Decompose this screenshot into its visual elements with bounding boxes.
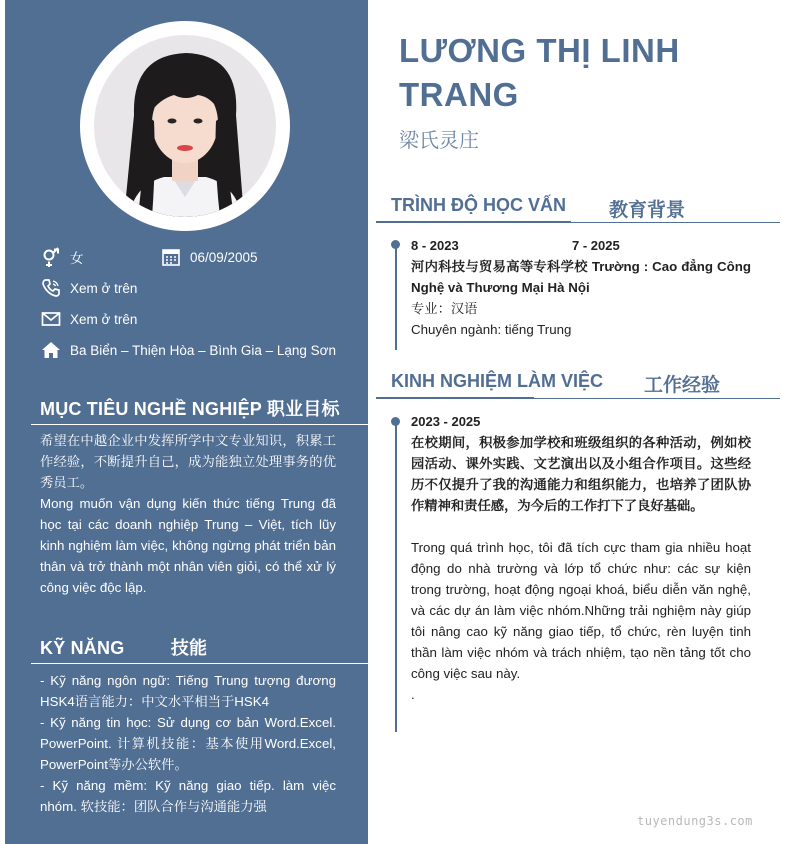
education-school: 河内科技与贸易高等专科学校 Trường : Cao đẳng Công Nghệ và Thương Mại Hà Nội — [411, 259, 751, 295]
objective-text-vi: Mong muốn vận dụng kiến thức tiếng Trung đã học tại các doanh nghiệp Trung – Việt, tích lũy kinh nghiệm làm việc, không ngừng phát triển bản thân và trở thành một nhân viên giỏi, có thể xử lý công việc độc lập. — [40, 496, 336, 595]
gender-row — [40, 246, 84, 268]
watermark: tuyendung3s.com — [637, 814, 753, 828]
education-dates — [411, 235, 751, 256]
birthday-row — [160, 246, 258, 268]
experience-divider-accent — [376, 397, 534, 399]
education-start: 8 - 2023 — [411, 238, 459, 253]
address-value: Ba Biển – Thiện Hòa – Bình Gia – Lạng Sơn — [70, 342, 337, 358]
phone-value: Xem ở trên — [70, 280, 138, 296]
experience-timeline-dot — [391, 417, 400, 426]
phone-icon — [40, 277, 62, 299]
objective-text — [40, 430, 336, 598]
education-heading-vi: TRÌNH ĐỘ HỌC VẤN — [391, 195, 566, 215]
skill-item-computer: - Kỹ năng tin học: Sử dụng cơ bản Word.Excel. PowerPoint. 计算机技能：基本使用Word.Excel, PowerPoint等办公软件。 — [40, 715, 336, 772]
experience-text-vi: Trong quá trình học, tôi đã tích cực tham gia nhiều hoạt động do nhà trường và lớp tổ chức như: các sự kiện trong trường, hoạt động ngoại khoá, biểu diễn văn nghệ, và các dự án làm việc nhóm.Những trải nghiệm này giúp tôi nâng cao kỹ năng giao tiếp, tổ chức, rèn luyện tinh thần làm việc nhóm và trách nhiệm, tạo nền tảng tốt cho công việc sau này. — [411, 540, 751, 681]
avatar-photo — [94, 35, 276, 217]
education-timeline — [395, 244, 397, 350]
email-row — [40, 308, 137, 330]
education-end: 7 - 2025 — [572, 238, 620, 253]
avatar — [94, 35, 276, 217]
birthday-value: 06/09/2005 — [190, 249, 258, 265]
address-row — [40, 339, 336, 361]
skills-heading-vi: KỸ NĂNG — [40, 638, 125, 658]
sidebar — [5, 0, 368, 844]
education-divider-accent — [376, 221, 571, 223]
skills-list — [40, 670, 336, 817]
skills-divider — [31, 663, 368, 664]
home-icon — [40, 339, 62, 361]
objective-divider — [31, 424, 368, 425]
email-icon — [40, 308, 62, 330]
education-heading-cn: 教育背景 — [609, 200, 686, 221]
calendar-icon — [160, 246, 182, 268]
skill-item-soft: - Kỹ năng mềm: Kỹ năng giao tiếp. làm việc nhóm. 软技能：团队合作与沟通能力强 — [40, 778, 336, 814]
experience-trailing: . — [411, 687, 415, 702]
skill-item-language: - Kỹ năng ngôn ngữ: Tiếng Trung tượng đương HSK4语言能力：中文水平相当于HSK4 — [40, 673, 336, 709]
education-major-vi: Chuyên ngành: tiếng Trung — [411, 322, 572, 337]
phone-row — [40, 277, 137, 299]
skills-heading-cn: 技能 — [170, 638, 208, 658]
objective-text-cn: 希望在中越企业中发挥所学中文专业知识，积累工作经验，不断提升自己，成为能独立处理事务的优秀员工。 — [40, 433, 336, 490]
experience-text-cn: 在校期间，积极参加学校和班级组织的各种活动，例如校园活动、课外实践、文艺演出以及小组合作项目。这些经历不仅提升了我的沟通能力和组织能力，也培养了团队协作精神和责任感，为今后的工作打下了良好基础。 — [411, 435, 751, 513]
experience-timeline — [395, 421, 397, 732]
skills-heading — [40, 634, 207, 660]
education-major-cn: 专业：汉语 — [411, 301, 478, 316]
gender-value: 女 — [70, 251, 84, 266]
name-line-2: TRANG — [399, 76, 519, 113]
objective-heading: MỤC TIÊU NGHỀ NGHIỆP 职业目标 — [40, 399, 340, 419]
name-line-1: LƯƠNG THỊ LINH — [399, 32, 680, 69]
name-chinese: 梁氏灵庄 — [399, 130, 479, 152]
gender-icon — [40, 246, 62, 268]
experience-heading-vi: KINH NGHIỆM LÀM VIỆC — [391, 371, 604, 391]
education-timeline-dot — [391, 240, 400, 249]
experience-period: 2023 - 2025 — [411, 414, 481, 429]
avatar-frame — [80, 21, 290, 231]
experience-heading-cn: 工作经验 — [644, 375, 721, 396]
email-value: Xem ở trên — [70, 311, 138, 327]
